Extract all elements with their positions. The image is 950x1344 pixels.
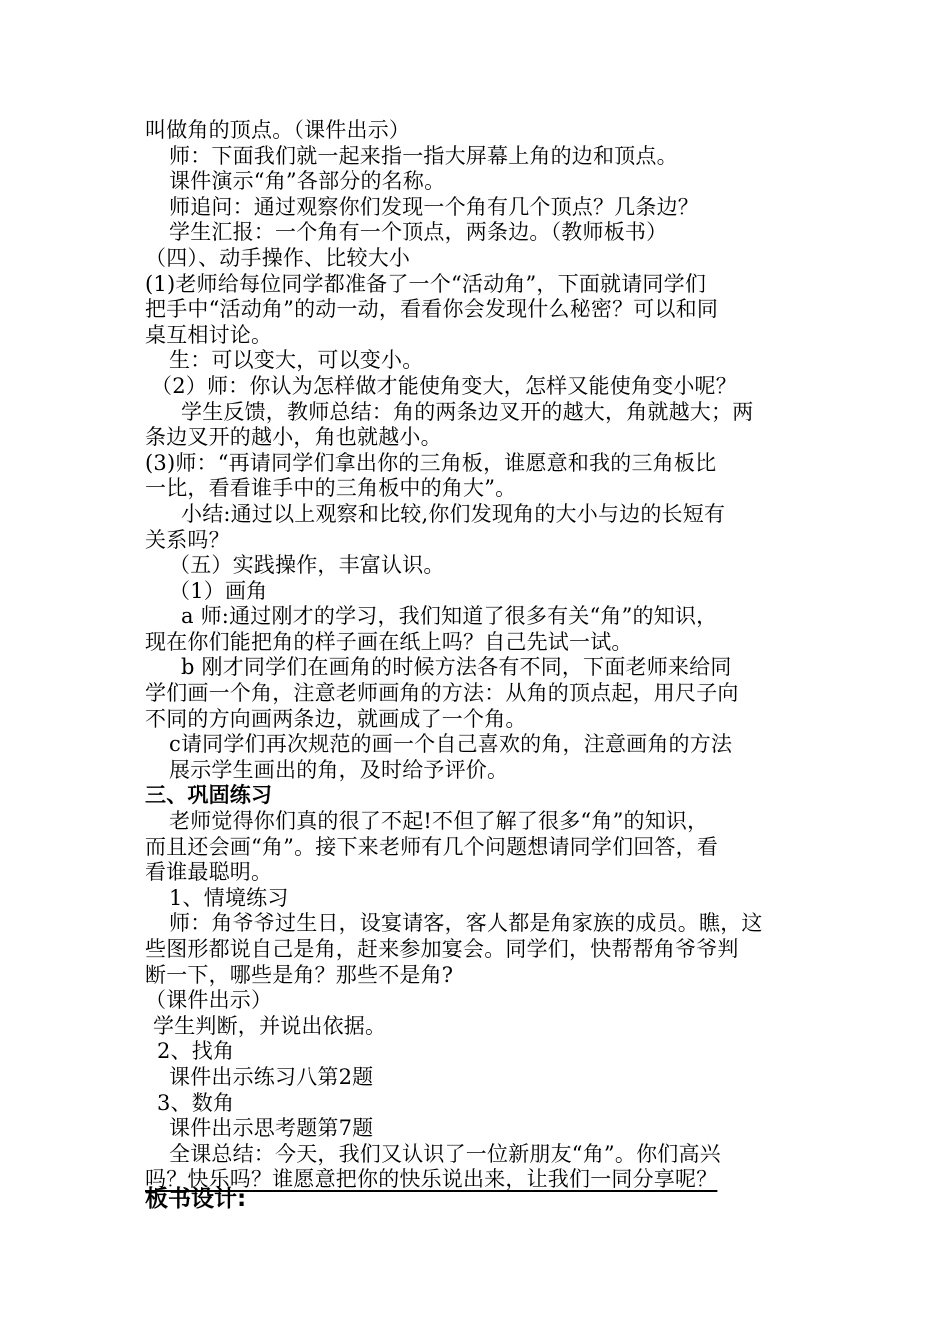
text-line: 桌互相讨论。: [145, 322, 273, 347]
text-line: 关系吗？: [145, 527, 230, 552]
text-line: 课件出示练习八第2题: [169, 1064, 374, 1089]
text-line: 叫做角的顶点。（课件出示）: [145, 118, 411, 142]
text-line: 断一下，哪些是角？那些不是角?: [145, 962, 454, 987]
text-line: 吗？快乐吗？谁愿意把你的快乐说出来，让我们一同分享呢？: [145, 1167, 718, 1192]
text-line: 学生反馈，教师总结：角的两条边叉开的越大，角就越大；两: [181, 399, 754, 424]
text-line: (3)师：“再请同学们拿出你的三角板，谁愿意和我的三角板比: [145, 450, 717, 475]
text-line: （2）师：你认为怎样做才能使角变大，怎样又能使角变小呢？: [151, 373, 737, 398]
text-line: 条边叉开的越小，角也就越小。: [145, 425, 442, 450]
text-line: 不同的方向画两条边，就画成了一个角。: [145, 706, 527, 731]
text-line: 些图形都说自己是角，赶来参加宴会。同学们，快帮帮角爷爷判: [145, 937, 739, 961]
text-line: （课件出示）: [145, 988, 273, 1013]
text-line: 师：下面我们就一起来指一指大屏幕上角的边和顶点。: [169, 143, 678, 168]
text-line: 一比，看看谁手中的三角板中的角大”。: [145, 476, 517, 501]
text-line: 学们画一个角，注意老师画角的方法：从角的顶点起，用尺子向: [145, 681, 739, 706]
text-line: 看谁最聪明。: [145, 860, 273, 885]
document-body: [145, 118, 810, 1193]
text-line: 师：角爷爷过生日，设宴请客，客人都是角家族的成员。瞧，这: [169, 911, 763, 936]
text-line: 现在你们能把角的样子画在纸上吗？自己先试一试。: [145, 629, 633, 654]
text-line: 小结:通过以上观察和比较,你们发现角的大小与边的长短有: [181, 501, 726, 526]
text-line: 全课总结：今天，我们又认识了一位新朋友“角”。你们高兴: [169, 1141, 721, 1166]
text-line: c请同学们再次规范的画一个自己喜欢的角，注意画角的方法: [169, 732, 733, 757]
board-design-heading: 板书设计:: [145, 1186, 247, 1212]
text-line: 展示学生画出的角，及时给予评价。: [169, 757, 509, 782]
section-heading: 三、巩固练习: [145, 783, 273, 808]
text-line: 1、情境练习: [169, 885, 289, 910]
text-line: （四）、动手操作、比较大小: [145, 245, 411, 270]
text-line: （1）画角: [169, 578, 268, 603]
text-line: a 师:通过刚才的学习，我们知道了很多有关“角”的知识，: [181, 604, 718, 629]
text-line: b 刚才同学们在画角的时候方法各有不同，下面老师来给同: [181, 655, 732, 680]
text-line: 课件出示思考题第7题: [169, 1116, 374, 1141]
text-line: 2、找角: [157, 1039, 235, 1064]
text-line: 老师觉得你们真的很了不起!不但了解了很多“角”的知识，: [169, 809, 709, 834]
text-line: 生：可以变大，可以变小。: [169, 348, 424, 373]
text-line: （五）实践操作，丰富认识。: [169, 553, 445, 578]
text-line: 课件演示“角”各部分的名称。: [169, 169, 446, 194]
text-line: 师追问：通过观察你们发现一个角有几个顶点？几条边？: [169, 194, 699, 219]
text-line: 学生判断，并说出依据。: [153, 1013, 387, 1038]
text-line: (1)老师给每位同学都准备了一个“活动角”，下面就请同学们: [145, 271, 707, 296]
text-line: 3、数角: [157, 1090, 235, 1115]
text-line: 而且还会画“角”。接下来老师有几个问题想请同学们回答，看: [145, 834, 719, 859]
text-line: 把手中“活动角”的动一动，看看你会发现什么秘密？可以和同: [145, 297, 719, 322]
text-line: 学生汇报：一个角有一个顶点，两条边。（教师板书）: [169, 220, 668, 245]
